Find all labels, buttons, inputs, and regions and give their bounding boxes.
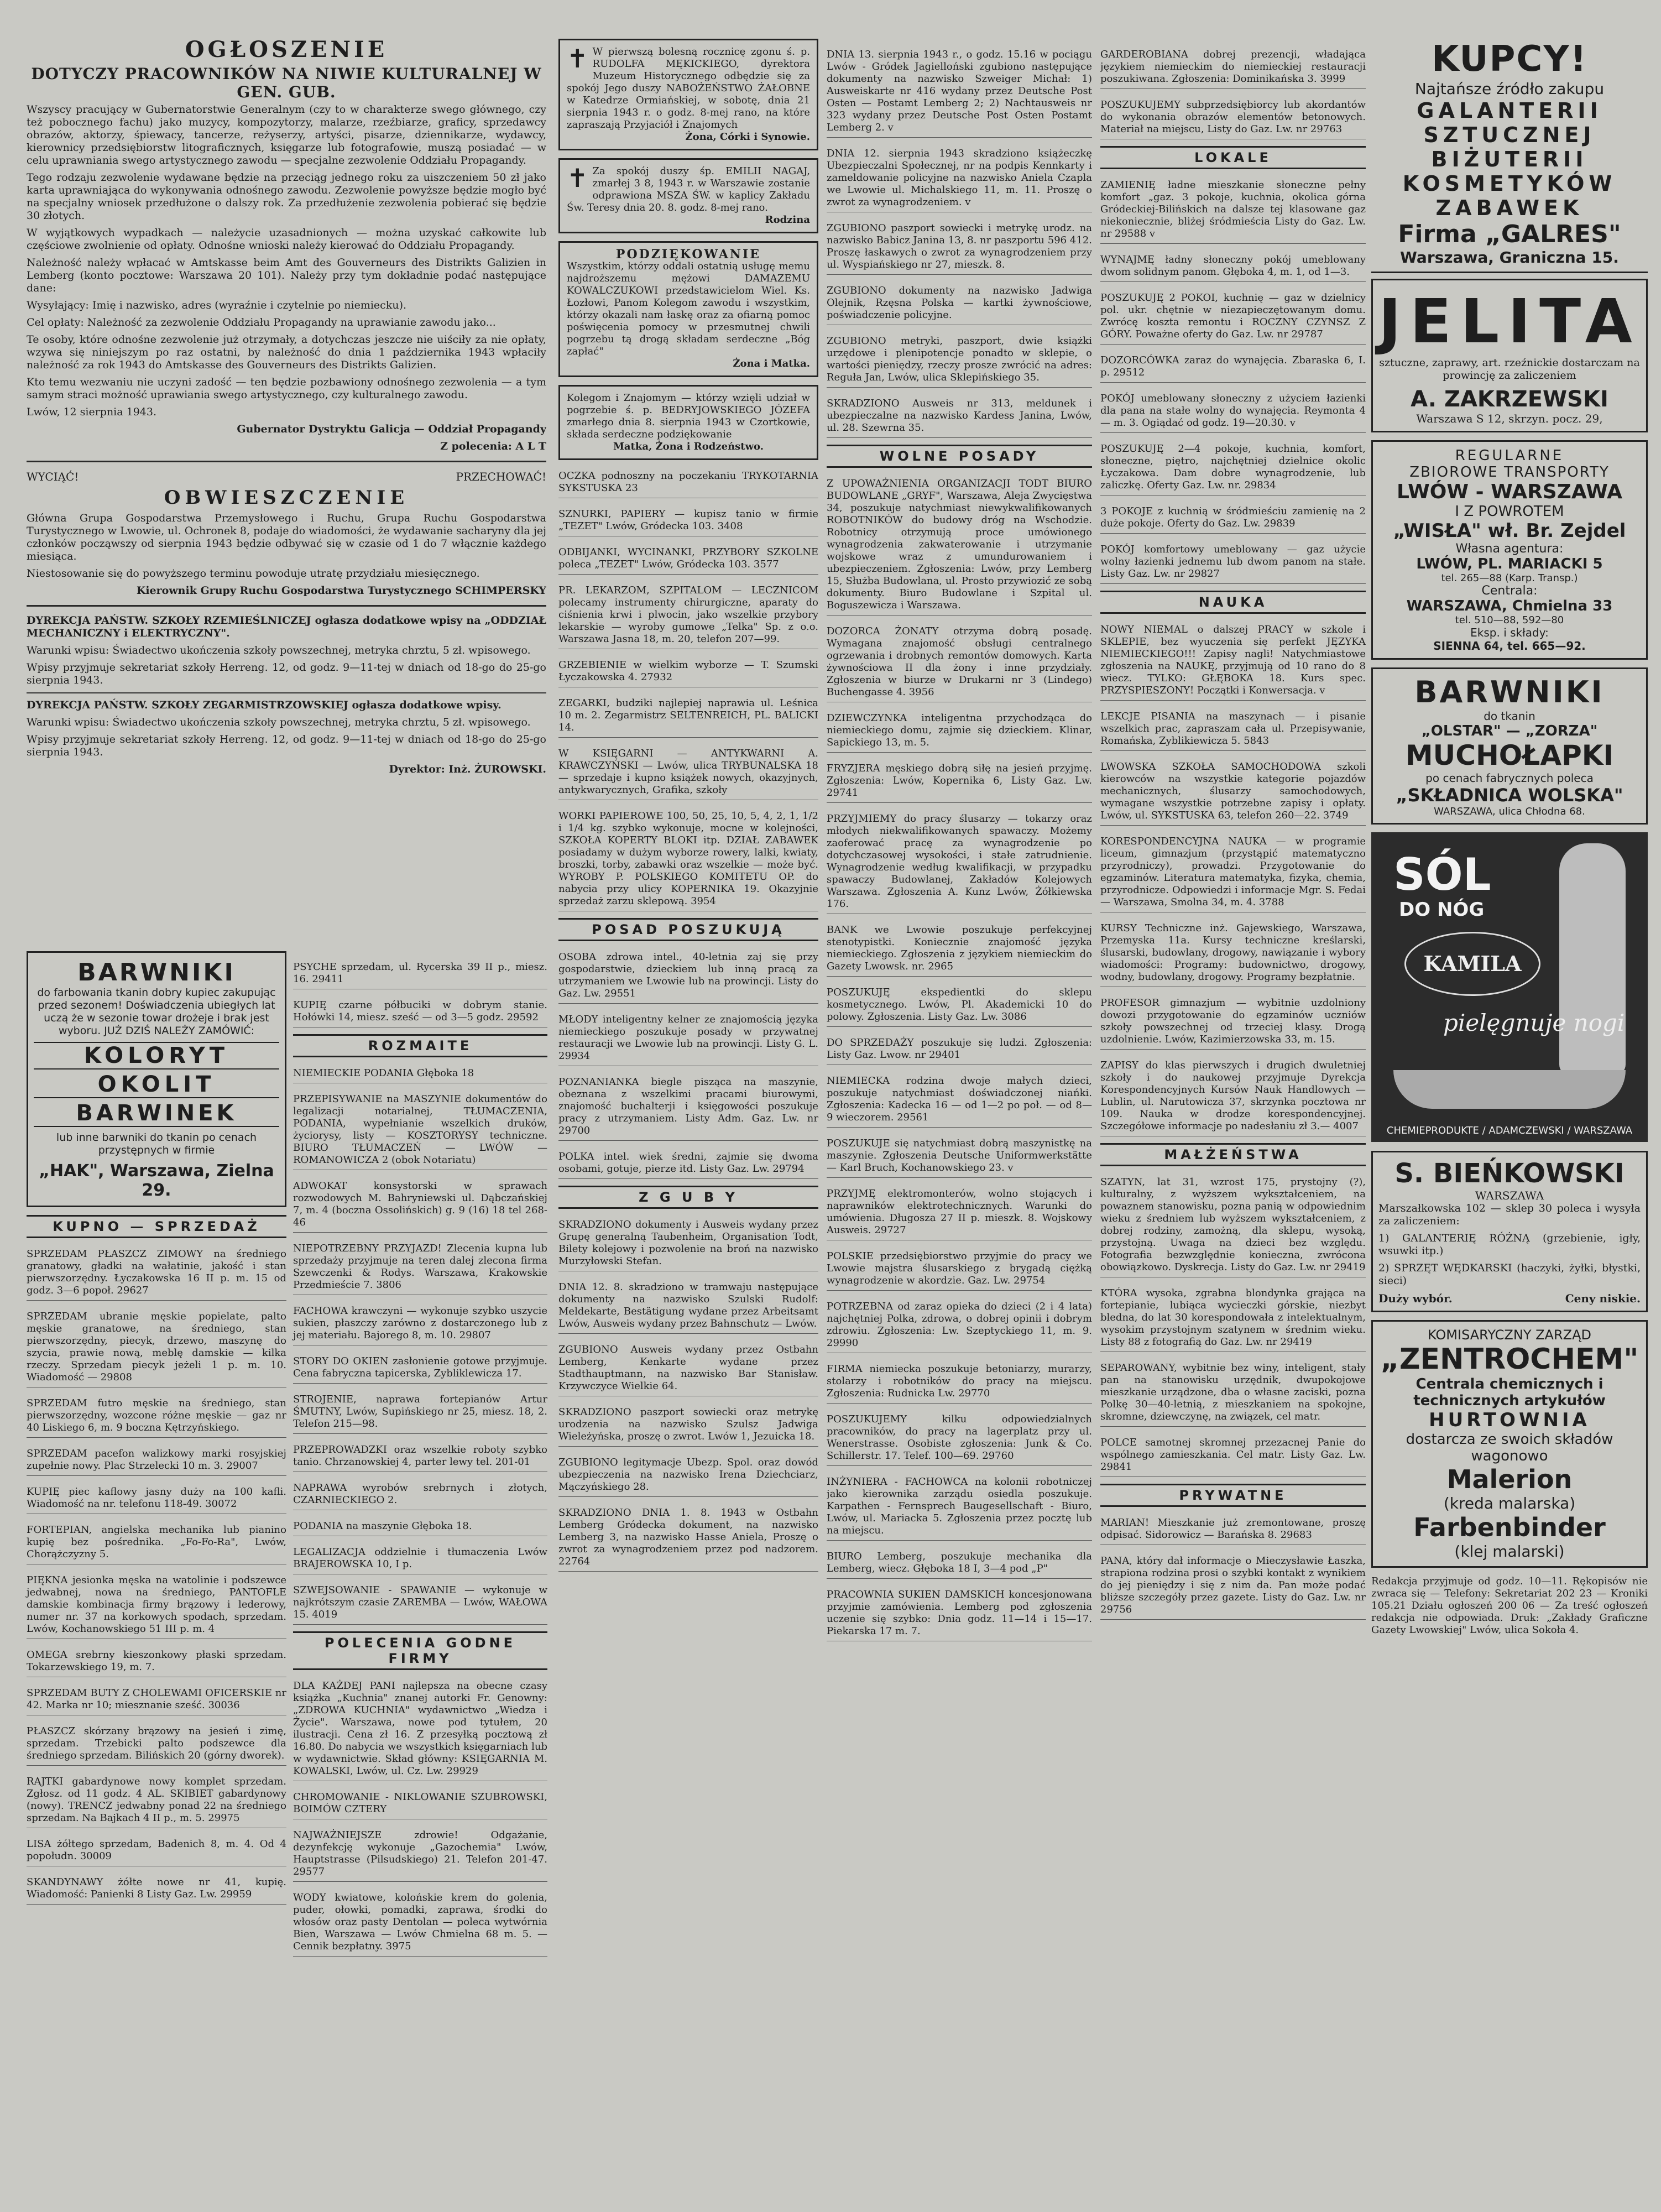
- notice-paragraph: Te osoby, które odnośne zezwolenie już otrzymały, a dotychczas jeszcze nie uiściły za nie opłaty, wzywa się niniejszym po raz ostatni, by należność do dnia 1 października 1943 wpłaciły należność za rok 1943 do Amtskasse des Gouverneurs des Distrikts Galizien.: [27, 333, 546, 371]
- foot-salt-title: SÓL: [1393, 849, 1491, 900]
- classified-ad: WORKI PAPIEROWE 100, 50, 25, 10, 5, 4, 2, 1, 1/2 i 1/4 kg. szybko wykonuje, mocne w kolejności, SZKOŁA KOPERTY BLOKI itp. DZIAŁ ZABAWEK posiadamy w dużym wyborze rowery, lalki, kwiaty, broszki, torby, zabawki oraz wszelkie — może być. WYROBY P. POLSKIEGO KOMITETU OP. do nabycia przy ulicy KOPERNIKA 19. Okazyjnie sprzedaż zarzu sklepową. 3954: [558, 810, 818, 911]
- section-kupno-sprzedaz: KUPNO — SPRZEDAŻ: [27, 1215, 286, 1238]
- zentrochem-product: Malerion: [1446, 1464, 1573, 1494]
- brand-koloryt: KOLORYT: [34, 1042, 279, 1070]
- classified-ad: KUPIĘ czarne półbuciki w dobrym stanie. Hołówki 14, miesz. sześć — od 3—5 godz. 29592: [293, 999, 547, 1027]
- classified-ad: OCZKA podnoszny na poczekaniu TRYKOTARNIA SYKSTUSKA 23: [558, 470, 818, 498]
- classified-ad: DNIA 12. sierpnia 1943 skradziono książeczkę Ubezpieczalni Społecznej, nr na podpis Kennkarty i zameldowanie policyjne na nazwisko Aniela Czapla we Lwowie ul. Michalskiego 11, m. 11. Proszę o zwrot za wynagrodzeniem. v: [827, 148, 1092, 212]
- classified-ad: LWOWSKA SZKOŁA SAMOCHODOWA szkoli kierowców na wszystkie kategorie pojazdów mechanicznych, ślusarzy samochodowych, wymagane wszystkie potrzebne zapisy i opłaty. Lwów, ul. SYKSTUSKA 63, telefon 260—22. 3749: [1100, 761, 1366, 826]
- transport-line: Własna agentura:: [1455, 542, 1564, 556]
- classified-ad: DO SPRZEDAŻY poszukuje się ludzi. Zgłoszenia: Listy Gaz. Lwow. nr 29401: [827, 1037, 1092, 1065]
- classified-ad: STORY DO OKIEN zasłonienie gotowe przyjmuje. Cena fabryczna tapicerska, Zybliklewicza 17.: [293, 1355, 547, 1384]
- classified-ad: POLSKIE przedsiębiorstwo przyjmie do pracy we Lwowie majstra ślusarskiego z brygadą ciężką wynagrodzenie w akordzie. Gaz. Lw. 29754: [827, 1250, 1092, 1291]
- notice-signature: Gubernator Dystryktu Galicja — Oddział Propagandy: [237, 423, 546, 435]
- transport-line: I Z POWROTEM: [1455, 503, 1564, 520]
- classified-ad: SPRZEDAM futro męskie na średniego, stan pierwszorzędny, wozcone różne męskie — gaz nr 40 Liskiego 6, m. 9 boczna Kętrzyńskiego.: [27, 1397, 286, 1438]
- barwniki-ad-body: do farbowania tkanin dobry kupiec zakupując przed sezonem! Doświadczenia ubiegłych lat uczą że w sezonie towar drożeje i brak jest wyboru. JUŻ DZIŚ NALEŻY ZAMÓWIĆ:: [37, 987, 276, 1037]
- column-housing-education: [1100, 39, 1366, 1623]
- section-wolne-posady: WOLNE POSADY: [827, 445, 1092, 468]
- classified-ad: POKÓJ umeblowany słoneczny z użyciem łazienki dla pana na stałe wolny do wynajęcia. Reymonta 4 — m. 3. Ogiądać od godz. 19—20.30. v: [1100, 393, 1366, 433]
- jelita-name: A. ZAKRZEWSKI: [1411, 387, 1608, 412]
- zentrochem-line: KOMISARYCZNY ZARZĄD: [1427, 1327, 1591, 1343]
- transport-company: „WISŁA" wł. Br. Zejdel: [1393, 520, 1626, 542]
- column-classifieds-left: [27, 951, 286, 1908]
- barwniki-ad-title: BARWNIKI: [77, 958, 236, 987]
- classified-ad: PRZYJMĘ elektromonterów, wolno stojących i naprawników elektrotechnicznych. Warunki do umówienia. Długosza 27 II p. mieszk. 8. Wojskowy Ausweis. 29727: [827, 1188, 1092, 1240]
- barwniki-ad-foot: lub inne barwniki do tkanin po cenach przystępnych w firmie: [56, 1131, 257, 1156]
- classified-ad: LISA żółtego sprzedam, Badenich 8, m. 4. Od 4 popołudn. 30009: [27, 1838, 286, 1866]
- classified-ad: FACHOWA krawczyni — wykonuje szybko uszycie sukien, płaszczy zarówno z dostarczonego lub z jej materiału. Bajorego 8, m. 10. 29807: [293, 1305, 547, 1345]
- barwniki-address: WARSZAWA, ulica Chłodna 68.: [1434, 806, 1585, 817]
- classified-ad: OMEGA srebrny kieszonkowy płaski sprzedam. Tokarzewskiego 19, m. 7.: [27, 1649, 286, 1677]
- jelita-text: sztuczne, zaprawy, art. rzeźnickie dostarczam na prowincję za zaliczeniem: [1379, 357, 1640, 382]
- zentrochem-line: (kreda malarska): [1443, 1494, 1576, 1512]
- classified-ad: ADWOKAT konsystorski w sprawach rozwodowych M. Bahryniewski ul. Dąbczańskiej 7, m. 4 (boczna Ossolińskich) g. 9 (16) 18 tel 268-46: [293, 1180, 547, 1233]
- notice-title: OGŁOSZENIE: [185, 36, 388, 62]
- classified-ad: NIEMIECKIE PODANIA Głęboka 18: [293, 1067, 547, 1083]
- column-display-ads: [1371, 39, 1648, 1641]
- divider: [27, 692, 546, 693]
- cut-keep-labels: [27, 470, 546, 483]
- classified-ad: SPRZEDAM PŁASZCZ ZIMOWY na średniego granatowy, gładki na wałatinie, jakość i stan pierwszorzędny. Łyczakowska 16 II p. m. 15 od godz. 3—6 popoł. 29627: [27, 1248, 286, 1301]
- transport-line: Eksp. i składy:: [1470, 626, 1549, 639]
- column-announcements: [27, 33, 546, 780]
- classified-ad: SZATYN, lat 31, wzrost 175, prystojny (?), kulturalny, z wyższem wykształceniem, na powaznem stanowisku, pozna panią w odpowiednim wieku z średniem lub wyższem wykształceniem, z dobrej rodziny, zamożną, dla sklepu, wysoką, przystojną. Uwaga na dzieci bez względu. Fotografia bezwzględnie konieczna, zwrócona obowiązkowo. Dyskrecja. Listy do Gaz. Lw. nr 29419: [1100, 1176, 1366, 1277]
- classified-ad: PR. LEKARZOM, SZPITALOM — LECZNICOM polecamy instrumenty chirurgiczne, aparaty do ciśnienia krwi i plwocin, jako wszelkie przybory lekarskie — wyroby gumowe „Telka" Sp. z o.o. Warszawa Jasna 18, m. 20, telefon 207—99.: [558, 585, 818, 649]
- bienkowski-foot-left: Duży wybór.: [1378, 1292, 1453, 1305]
- classified-ad: KORESPONDENCYJNA NAUKA — w programie liceum, gimnazjum (przystąpić matematyczno przyrodniczy), prowadzi. Przygotowanie do egzaminów. Literatura matematyka, fizyka, chemia, przyrodnicze. Odpowiedzi i informacje Mgr. S. Fedai — Warszawa, Smolna 34, m. 4. 3788: [1100, 836, 1366, 912]
- bienkowski-ad: [1371, 1151, 1648, 1312]
- barwniki-ad-firm: „HAK", Warszawa, Zielna 29.: [39, 1161, 274, 1200]
- notice-paragraph: Wysyłający: Imię i nazwisko, adres (wyraźnie i czytelnie po niemiecku).: [27, 299, 407, 311]
- classified-ad: DZIEWCZYNKA inteligentna przychodząca do niemieckiego domu, zajmie się dzieckiem. Klinar, Sapickiego 13, m. 5.: [827, 712, 1092, 753]
- classified-ad: WODY kwiatowe, kolońskie krem do golenia, puder, ołowki, pomadki, zaprawa, środki do włosów oraz pasty Dentolan — poleca wytwórnia Bien, Warszawa — Lwów Chmielna 68 m. 5. — Cennik bezpłatny. 3975: [293, 1892, 547, 1957]
- kupcy-item: KOSMETYKÓW: [1402, 171, 1617, 196]
- notice-paragraph: Kto temu wezwaniu nie uczyni zadość — ten będzie pozbawiony odnośnego zezwolenia — a tym samym straci możność uprawiania swego artystycznego, czy kulturalnego zawodu.: [27, 376, 546, 401]
- mucholapki-title: MUCHOŁAPKI: [1405, 739, 1614, 771]
- foot-illustration: [1559, 843, 1626, 1076]
- zentrochem-line: (klej malarski): [1454, 1542, 1565, 1561]
- classified-ad: ZAPISY do klas pierwszych i drugich dwuletniej szkoły i do naukowej przyjmuje Dyrekcja Korespondencyjnych Kursów Nauk Handlowych — Lublin, ul. Narutowicza 37, skrzynka pocztowa nr 109. Nauka w drodze korespondencyjnej. Szczegółowe informacje po nadesłaniu zł 3.— 4007: [1100, 1060, 1366, 1136]
- classified-ad: RAJTKI gabardynowe nowy komplet sprzedam. Zgłosz. od 11 godz. 4 AL. SKIBIET gabardynowy (nowy). TRENCZ jedwabny ponad 22 na średniego sprzedam. Na Bajkach 4 II p., m. 5. 29975: [27, 1776, 286, 1828]
- classified-ad: PRZEPROWADZKI oraz wszelkie roboty szybko tanio. Chrzanowskiej 4, parter lewy tel. 201-01: [293, 1444, 547, 1472]
- classified-ad: ZGUBIONO Ausweis wydany przez Ostbahn Lemberg, Kenkarte wydane przez Stadthauptmann, na nazwisko Bar Stanisław. Krzywczyce Wielkie 64.: [558, 1344, 818, 1396]
- notice-paragraph: Należność należy wpłacać w Amtskasse beim Amt des Gouverneurs des Distrikts Galizien in Lemberg (konto pocztowe: Warszawa 20 101). Należy przy tym dokładnie podać następujące dane:: [27, 257, 546, 294]
- cross-icon: ✝: [567, 163, 588, 193]
- bienkowski-address: Marszałkowska 102 — sklep 30 poleca i wysyła za zaliczeniem:: [1378, 1202, 1641, 1227]
- classified-ad: GRZEBIENIE w wielkim wyborze — T. Szumski Łyczakowska 4. 27932: [558, 659, 818, 687]
- classified-ad: FORTEPIAN, angielska mechanika lub pianino kupię bez pośrednika. „Fo-Fo-Ra", Lwów, Chorążczyzny 5.: [27, 1524, 286, 1564]
- classified-ad: ODBIJANKI, WYCINANKI, PRZYBORY SZKOLNE poleca „TEZET" Lwów, Gródecka 103. 3577: [558, 546, 818, 575]
- dyrekcja-1-text: Wpisy przyjmuje sekretariat szkoły Herreng. 12, od godz. 9—11-tej w dniach od 18-go do 25-go sierpnia 1943.: [27, 661, 546, 686]
- bienkowski-city: WARSZAWA: [1475, 1189, 1544, 1202]
- kupcy-item: ZABAWEK: [1435, 196, 1584, 220]
- classified-ad: INŻYNIERA - FACHOWCA na kolonii robotniczej jako kierownika zarządu osiedla poszukuje. Karpathen - Fernsprech Baugesellschaft - Biuro, Lwów, ul. Mariacka 5. Zgłoszenia przez pocztę lub na miejscu.: [827, 1476, 1092, 1541]
- section-rozmaite: ROZMAITE: [293, 1034, 547, 1057]
- classified-ad: ZGUBIONO legitymacje Ubezp. Spol. oraz dowód ubezpieczenia na nazwisko Irena Dziechciarz, Mączyńskiego 28.: [558, 1457, 818, 1497]
- classified-ad: POSZUKUJĘ ekspedientki do sklepu kosmetycznego. Lwów, Pl. Akademicki 10 do polowy. Zgłoszenia. Listy Gaz. Lw. 3086: [827, 987, 1092, 1027]
- classified-ad: NIEPOTRZEBNY PRZYJAZD! Zlecenia kupna lub sprzedaży przyjmuje na teren dalej zlecona firma Szewczenki & Rodys. Warszawa, Krakowskie Przedmieście 7. 3806: [293, 1243, 547, 1295]
- zentrochem-line: dostarcza ze swoich składów wagonowo: [1406, 1431, 1613, 1464]
- kupcy-firm: Firma „GALRES": [1398, 220, 1621, 248]
- classified-ad: SPRZEDAM BUTY Z CHOLEWAMI OFICERSKIE nr 42. Marka nr 10; miesznanie sześć. 30036: [27, 1687, 286, 1715]
- zentrochem-hurtownia: HURTOWNIA: [1429, 1409, 1590, 1431]
- section-polecenia: POLECENIA GODNE FIRMY: [293, 1631, 547, 1670]
- obituary-text: W pierwszą bolesną rocznicę zgonu ś. p. RUDOLFA MĘKICKIEGO, dyrektora Muzeum Historycznego odbędzie się za spokój Jego duszy NABOŻEŃSTWO ŻAŁOBNE w Katedrze Ormiańskiej, w sobotę, dnia 21 sierpnia 1943 r. o godz. 8-mej rano, na które zapraszają Przyjaciół i Znajomych: [567, 46, 810, 131]
- column-obituaries: [558, 39, 818, 1575]
- classified-ad: POSZUKUJE się natychmiast dobrą maszynistkę na maszynie. Zgłoszenia Deutsche Uniformwerkstätte — Karl Bruch, Kochanowskiego 23. v: [827, 1138, 1092, 1178]
- classified-ad: MARIAN! Mieszkanie już zremontowane, proszę odpisać. Sidorowicz — Barańska 8. 29683: [1100, 1517, 1366, 1545]
- kupcy-title: KUPCY!: [1432, 39, 1587, 80]
- dyrekcja-1-title: DYREKCJA PAŃSTW. SZKOŁY RZEMIEŚLNICZEJ ogłasza dodatkowe wpisy na „ODDZIAŁ MECHANICZNY i ELEKTRYCZNY".: [27, 614, 546, 639]
- classified-ad: POKÓJ komfortowy umeblowany — gaz użycie wolny łazienki jednemu lub dwom panom na stałe. Listy Gaz. Lw. nr 29827: [1100, 544, 1366, 584]
- barwniki-line: po cenach fabrycznych poleca: [1425, 771, 1594, 785]
- dyrekcja-2-signature: Dyrektor: Inż. ŻUROWSKI.: [389, 763, 546, 775]
- basin-illustration: [1393, 1070, 1626, 1109]
- jelita-title: JELITA: [1378, 286, 1641, 357]
- obituary-box: [558, 385, 818, 460]
- transport-line: Centrala:: [1481, 584, 1538, 598]
- kupcy-item: BIŻUTERII: [1431, 147, 1588, 171]
- classified-ad: DOZORCA ŻONATY otrzyma dobrą posadę. Wymagana znajomość obsługi centralnego ogrzewania i drobnych remontów domowych. Karta żywnościowa II dla żony i inne przydziały. Zgłoszenia w biurze w Drukarni nr 3 (Lindego) Buchengasse 4. 3956: [827, 625, 1092, 702]
- dyrekcja-2-text: Wpisy przyjmuje sekretariat szkoły Herreng. 12, od godz. 9—11-tej w dniach od 18-go do 25-go sierpnia 1943.: [27, 733, 546, 758]
- classified-ad: BANK we Lwowie poszukuje perfekcyjnej stenotypistki. Koniecznie znajomość języka niemieckiego. Zgłoszenia z językiem niemieckim do Gazety Lwowsk. nr. 2965: [827, 924, 1092, 977]
- label-przechowac: PRZECHOWAĆ!: [456, 470, 546, 483]
- classified-ad: SKRADZIONO paszport sowiecki oraz metrykę urodzenia na nazwisko Szulsz Jadwiga Wieleżyńska, proszę o zwrot. Lwów 1, Jezuicka 18.: [558, 1406, 818, 1447]
- divider: [27, 461, 546, 462]
- redakcja-footer: Redakcja przyjmuje od godz. 10—11. Rękopisów nie zwraca się — Telefony: Sekretariat 202 23 — Kroniki 105.21 Działu ogłoszeń 200 06 — Za treść ogłoszeń redakcja nie odpowiada. Druk: „Zakłady Graficzne Gazety Lwowskiej" Lwów, ulica Sokoła 4.: [1371, 1575, 1648, 1636]
- jelita-address: Warszawa S 12, skrzyn. pocz. 29,: [1416, 412, 1603, 425]
- brand-barwinek: BARWINEK: [34, 1100, 279, 1127]
- transport-address: WARSZAWA, Chmielna 33: [1406, 598, 1613, 614]
- thanks-text: Wszystkim, którzy oddali ostatnią usługę memu najdroższemu mężowi DAMAZEMU KOWALCZUKOWI przedstawicielom Wiel. Ks. Łozłowi, Panom Kolegom zawodu i wszystkim, którzy okazali nam łaskę oraz za ofiarną pomoc poświęcenia pomocy w przesmutnej chwili pogrzebu tą drogą składam serdeczne „Bóg zapłać": [567, 260, 810, 357]
- section-posad-poszukuja: POSAD POSZUKUJĄ: [558, 918, 818, 941]
- classified-ad: W KSIĘGARNI — ANTYKWARNI A. KRAWCZYŃSKI — Lwów, ulica TRYBUNALSKA 18 — sprzedaje i kupno książek nowych, okazyjnych, antykwarycznych, Grafika, szkoły: [558, 748, 818, 800]
- jelita-ad: [1371, 279, 1648, 432]
- obwieszczenie-title: OBWIESZCZENIE: [164, 487, 409, 509]
- obwieszczenie-signature: Kierownik Grupy Ruchu Gospodarstwa Turystycznego SCHIMPERSKY: [136, 585, 546, 597]
- classified-ad: PIĘKNA jesionka męska na watolinie i podszewce jedwabnej, nowa na średniego, PANTOFLE damskie kombinacja firmy brązowy i lederowy, numer nr. 37 na korkowych spodach, sprzedam. Lwów, Kochanowskiego 51 III p. m. 4: [27, 1574, 286, 1639]
- classified-ad: PANA, który dał informacje o Mieczysławie Łaszka, strapiona rodzina prosi o szybki kontakt z wynikiem do jej pieniędzy i się z nim da. Pan może podać bliższe szczegóły przez gazete. Listy do Gaz. Lw. nr 29756: [1100, 1555, 1366, 1620]
- classified-ad: Z UPOWAŻNIENIA ORGANIZACJI TODT BIURO BUDOWLANE „GRYF", Warszawa, Aleja Zwycięstwa 34, poszukuje natychmiast niewykwalifikowanych ROBOTNIKÓW do budowy dróg na Wschodzie. Robotnicy otrzymują proce umówionego wynagrodzenia zakwaterowanie i utrzymanie wojskowe wraz z umundurowaniem i ubezpieczeniem. Zgłoszenia: Lwów, przy Lemberg 15, Służba Budowlana, ul. Prosto przywiozić ze sobą dokumenty. Biuro Budowlane i Szpital ul. Boguszewicza i Warszawa.: [827, 478, 1092, 615]
- kupno-list: [27, 1248, 286, 1905]
- zentrochem-ad: [1371, 1320, 1648, 1568]
- kupcy-ad: [1371, 39, 1648, 273]
- obwieszczenie-paragraph: Główna Grupa Gospodarstwa Przemysłowego i Ruchu, Grupa Ruchu Gospodarstwa Turystycznego w Lwowie, ul. Ochronek 8, podaje do wiadomości, że wydawanie sacharyny dla jej członków począwszy od sierpnia 1943 będzie odbywać się w czasie od 1 do 7 włącznie każdego miesiąca.: [27, 512, 546, 562]
- classified-ad: NAPRAWA wyrobów srebrnych i złotych, CZARNIECKIEGO 2.: [293, 1482, 547, 1510]
- transport-address: LWÓW, PL. MARIACKI 5: [1416, 556, 1603, 572]
- classified-ad: POLCE samotnej skromnej przezacnej Panie do wspólnego zamieszkania. Cel matr. Listy Gaz. Lw. 29841: [1100, 1437, 1366, 1477]
- classified-ad: OSOBA zdrowa intel., 40-letnia zaj się przy gospodarstwie, dzieckiem lub inną pracą za utrzymaniem we Lwowie lub na prowincji. Listy do Gaz. Lw. 29551: [558, 951, 818, 1004]
- classified-ad: DLA KAŻDEJ PANI najlepsza na obecne czasy książka „Kuchnia" znanej autorki Fr. Genowny: „ZDROWA KUCHNIA" wydawnictwo „Wiedza i Życie". Warszawa, nowe pod tytułem, 20 ilustracji. Cena zł 16. Z przesyłką pocztową zł 16.80. Do nabycia we wszystkich księgarniach lub w wydawnictwie. Skład główny: KSIĘGARNIA M. KOWALSKI, Lwów, ul. Cz. Lw. 29929: [293, 1680, 547, 1781]
- barwniki-shop: „SKŁADNICA WOLSKA": [1396, 785, 1623, 806]
- classified-ad: POSZUKUJĘ 2 POKOI, kuchnię — gaz w dzielnicy pol. ukr. chętnie w niezapieczętowanym domu. Zwrócę koszta remontu i ROCZNY CZYNSZ Z GÓRY. Poważne oferty do Gaz. Lw. nr 29787: [1100, 292, 1366, 345]
- classified-ad: CHROMOWANIE - NIKLOWANIE SZUBROWSKI, BOIMÓW CZTERY: [293, 1791, 547, 1819]
- transport-line: tel. 265—88 (Karp. Transp.): [1441, 572, 1578, 584]
- column-classifieds-right: [293, 951, 547, 1960]
- notice-subtitle: DOTYCZY PRACOWNIKÓW NA NIWIE KULTURALNEJ W GEN. GUB.: [31, 65, 542, 101]
- classified-ad: POZNANIANKA biegle pisząca na maszynie, obeznana z wszelkimi pracami biurowymi, znajomość buchalterji i księgowości poszukuje pracy z utrzymaniem. Listy Adm. Gaz. Lw. nr 29700: [558, 1076, 818, 1141]
- classified-ad: DNIA 13. sierpnia 1943 r., o godz. 15.16 w pociągu Lwów - Gródek Jagielloński zgubiono następujące dokumenty na nazwisko Szweiger Michał: 1) Ausweiskarte nr 416 wydany przez Deutsche Post Osten — Postamt Lemberg 2; 2) Nachtausweis nr 323 wydany przez Deutsche Post Osten Postamt Lemberg 2. v: [827, 49, 1092, 138]
- obituary-text: Kolegom i Znajomym — którzy wzięli udział w pogrzebie ś. p. BEDRYJOWSKIEGO JÓZEFA zmarłego dnia 8. sierpnia 1943 w Czortkowie, składa serdeczne podziękowanie: [567, 392, 810, 440]
- classified-ad: PRZYJMIEMY do pracy ślusarzy — tokarzy oraz młodych niekwalifikowanych spawaczy. Możemy zaoferować pracę za wynagrodzenie po dotychczasowej wysokości, i stałe zatrudnienie. Wynagrodzenie według kwalifikacji, w przypadku spawaczy Budowlanej, Zakładów Kolejowych Warszawa. Zgłoszenia A. Kunz Lwów, Żółkiewska 176.: [827, 813, 1092, 914]
- obituary-box: [558, 39, 818, 150]
- classified-ad: FRYZJERA męskiego dobrą siłę na jesień przyjmę. Zgłoszenia: Lwów, Kopernika 6, Listy Gaz. Lw. 29741: [827, 763, 1092, 803]
- notice-date: Lwów, 12 sierpnia 1943.: [27, 406, 157, 418]
- transport-line: REGULARNE: [1455, 447, 1564, 464]
- barwniki-line: do tkanin: [1484, 709, 1535, 723]
- thanks-box: [558, 241, 818, 377]
- dyrekcja-2-title: DYREKCJA PAŃSTW. SZKOŁY ZEGARMISTRZOWSKIEJ ogłasza dodatkowe wpisy.: [27, 699, 502, 711]
- bienkowski-item: 2) SPRZĘT WĘDKARSKI (haczyki, żyłki, błystki, sieci): [1378, 1262, 1641, 1287]
- section-malzenstwa: MAŁŻEŃSTWA: [1100, 1143, 1366, 1166]
- label-wyciac: WYCIĄĆ!: [27, 470, 79, 483]
- classified-ad: FIRMA niemiecka poszukuje betoniarzy, murarzy, stolarzy i robotników do pracy na miejscu. Zgłoszenia: Rudnicka Lw. 29770: [827, 1363, 1092, 1404]
- bienkowski-footer: [1378, 1292, 1641, 1305]
- notice-paragraph: Wszyscy pracujący w Gubernatorstwie Generalnym (czy to w charakterze swego głównego, czy też pobocznego fachu) jako muzycy, kompozytorzy, malarze, rzeźbiarze, graficy, sprzedawcy obrazów, aktorzy, śpiewacy, tancerze, reżyserzy, artyści, pisarze, dziennikarze, wydawcy, kierownicy przedsiębiorstw litograficznych, księgarze lub fotografowie, muszą posiadać — w celu uprawniania swego artystycznego zawodu — specjalne zezwolenie Oddziału Propagandy.: [27, 103, 546, 166]
- bienkowski-name: S. BIEŃKOWSKI: [1394, 1158, 1625, 1189]
- foot-salt-ad: [1371, 832, 1648, 1142]
- transport-route: LWÓW - WARSZAWA: [1396, 481, 1623, 503]
- classified-ad: ZEGARKI, budziki najlepiej naprawia ul. Leśnica 10 m. 2. Zegarmistrz SELTENREICH, PL. BALICKI 14.: [558, 697, 818, 738]
- foot-salt-slogan: pielęgnuje nogi: [1443, 1009, 1625, 1036]
- section-lokale: LOKALE: [1100, 146, 1366, 169]
- bienkowski-foot-right: Ceny niskie.: [1565, 1292, 1641, 1305]
- classified-ad: POTRZEBNA od zaraz opieka do dzieci (2 i 4 lata) najchętniej Polka, zdrowa, o dobrej opinii i dobrym zdrowiu. Zgłoszenia: Lw. Szeptyckiego 11, m. 9. 29990: [827, 1301, 1092, 1353]
- classified-ad: POSZUKUJEMY kilku odpowiedzialnych pracowników, do pracy na lagerplatz przy ul. Wenerstrasse. Osobiste zgłoszenia: Junk & Co. Schillerstr. 17. Telef. 100—69. 29760: [827, 1413, 1092, 1466]
- classified-ad: DNIA 12. 8. skradziono w tramwaju następujące dokumenty na nazwisko Szulski Rudolf: Meldekarte, Bestätigung wydane przez Arbeitsamt Lwów, Ausweis wydany przez Bahnschutz — Lwów.: [558, 1281, 818, 1334]
- obituary-signature: Żona, Córki i Synowie.: [685, 131, 810, 143]
- bienkowski-item: 1) GALANTERIĘ RÓŻNĄ (grzebienie, igły, wsuwki itp.): [1378, 1232, 1641, 1257]
- dyrekcja-2-text: Warunki wpisu: Świadectwo ukończenia szkoły powszechnej, metryka chrztu, 5 zł. wpisowego.: [27, 716, 531, 728]
- classified-ad: SKRADZIONO Ausweis nr 313, meldunek i ubezpieczalne na nazwisko Kardess Janina, Lwów, ul. 28. Szewrna 35.: [827, 398, 1092, 438]
- section-prywatne: PRYWATNE: [1100, 1484, 1366, 1507]
- classified-ad: SKRADZIONO DNIA 1. 8. 1943 w Ostbahn Lemberg Gródecka dokument, na nazwisko Lemberg 3, na nazwisko Hasse Aniela, Proszę o zwrot za wynagrodzeniem przez pod nadzorem. 22764: [558, 1507, 818, 1572]
- section-zguby: Z G U B Y: [558, 1186, 818, 1209]
- obituary-signature: Rodzina: [765, 214, 810, 226]
- kupcy-item: SZTUCZNEJ: [1423, 123, 1596, 147]
- divider: [27, 605, 546, 607]
- classified-ad: SZNURKI, PAPIERY — kupisz tanio w firmie „TEZET" Lwów, Gródecka 103. 3408: [558, 508, 818, 536]
- classified-ad: ZAMIENIĘ ładne mieszkanie słoneczne pełny komfort „gaz. 3 pokoje, kuchnia, okolica górna Gródeckiej-Bilińskich na dalsze tej klasowane gaz niekoniecznie, bliżej śródmieścia Listy do Gaz. Lw. nr 29588 v: [1100, 179, 1366, 244]
- classified-ad: PSYCHE sprzedam, ul. Rycerska 39 II p., miesz. 16. 29411: [293, 961, 547, 989]
- barwniki-title: BARWNIKI: [1414, 675, 1605, 709]
- classified-ad: POSZUKUJEMY subprzedsiębiorcy lub akordantów do wykonania obrazów elementów betonowych. Materiał na miejscu, Listy do Gaz. Lw. nr 29763: [1100, 99, 1366, 139]
- zentrochem-line: Centrala chemicznych i technicznych artykułów: [1413, 1376, 1606, 1409]
- classified-ad: 3 POKOJE z kuchnią w śródmieściu zamienię na 2 duże pokoje. Oferty do Gaz. Lw. 29839: [1100, 505, 1366, 534]
- classified-ad: POLKA intel. wiek średni, zajmie się dwoma osobami, gotuje, pierze itd. Listy Gaz. Lw. 29794: [558, 1151, 818, 1179]
- section-nauka: NAUKA: [1100, 591, 1366, 614]
- classified-ad: ZGUBIONO dokumenty na nazwisko Jadwiga Olejnik, Rzęsna Polska — kartki żywnościowe, poświadczenie policyjne.: [827, 285, 1092, 325]
- transport-ad: [1371, 440, 1648, 660]
- cross-icon: ✝: [567, 44, 588, 74]
- kupcy-item: GALANTERII: [1417, 98, 1602, 123]
- classified-ad: NOWY NIEMAL o dalszej PRACY w szkole i SKLEPIE, bez wyuczenia się perfekt JĘZYKA NIEMIECKIEGO!!! Zapisy nagli! Natychmiastowe zgłoszenia na NAUKĘ, przyjmują od 10 rano do 8 wiecz. TYLKO: GŁĘBOKA 18. Kurs spec. PRZYSPIESZONY! Początki i Konwersacja. v: [1100, 624, 1366, 701]
- zentrochem-name: „ZENTROCHEM": [1380, 1343, 1639, 1376]
- classified-ad: KUPIĘ piec kaflowy jasny duży na 100 kafli. Wiadomość na nr. telefonu 118-49. 30072: [27, 1486, 286, 1514]
- kupcy-address: Warszawa, Graniczna 15.: [1400, 248, 1619, 267]
- obituary-text: Za spokój duszy śp. EMILII NAGAJ, zmarłej 3 8, 1943 r. w Warszawie zostanie odprawiona MSZA ŚW. w kaplicy Zakładu Św. Teresy dnia 20. 8. godz. 8-mej rano.: [567, 165, 810, 213]
- classified-ad: SKANDYNAWY żółte nowe nr 41, kupię. Wiadomość: Panienki 8 Listy Gaz. Lw. 29959: [27, 1876, 286, 1905]
- classified-ad: GARDEROBIANA dobrej prezencji, władająca językiem niemieckim do niemieckiej restauracji poszukiwana. Zgłoszenia: Dominikańska 3. 3999: [1100, 49, 1366, 89]
- classified-ad: SPRZEDAM ubranie męskie popielate, palto męskie granatowe, na średniego, stan pierwszorzędny, piecyk, drzewo, maszynę do szycia, prawie nową, meblę damskie — kilka rzeczy. Sprzedam piecyk jeżeli 1 p. m. 10. Wiadomość — 29808: [27, 1311, 286, 1387]
- classified-ad: PRACOWNIA SUKIEN DAMSKICH koncesjonowana przyjmie zamówienia. Lemberg pod zgłoszenia uczenie się szybko: Dnia godz. 11—14 i 15—17. Piekarska 17 m. 7.: [827, 1589, 1092, 1641]
- barwniki-muchołapki-ad: [1371, 667, 1648, 825]
- thanks-signature: Żona i Matka.: [733, 358, 810, 369]
- notice-paragraph: W wyjątkowych wypadkach — należycie uzasadnionych — można uzyskać całkowite lub częściowe zwolnienie od opłaty. Odnośne wnioski należy kierować do Oddziału Propagandy.: [27, 227, 546, 252]
- classified-ad: STROJENIE, naprawa fortepianów Artur ŚMUTNY, Lwów, Supińskiego nr 25, miesz. 18, 2. Telefon 215—98.: [293, 1394, 547, 1434]
- classified-ad: PROFESOR gimnazjum — wybitnie uzdolniony dowozi przygotowanie do egzaminów uczniów szkoły powszechnej od trzeciej klasy. Drogą uzdolnienie. Lwów, Kazimierzowska 33, m. 15.: [1100, 997, 1366, 1050]
- classified-ad: SEPAROWANY, wybitnie bez winy, inteligent, stały pan na stanowisku urzędnik, dwupokojowe mieszkanie urządzone, dba o własne zaciski, pozna Polkę 30—40-letnią, z mieszkaniem na spokojne, skromne, dziewczynę, na związek, cel matr.: [1100, 1362, 1366, 1427]
- foot-salt-maker: CHEMIEPRODUKTE / ADAMCZEWSKI / WARSZAWA: [1386, 1125, 1633, 1136]
- transport-line: tel. 510—88, 592—80: [1455, 614, 1564, 626]
- notice-paragraph: Cel opłaty: Należność za zezwolenie Oddziału Propagandy na uprawianie zawodu jako...: [27, 316, 496, 328]
- foot-salt-brand: KAMILA: [1404, 932, 1540, 996]
- classified-ad: SZWEJSOWANIE - SPAWANIE — wykonuje w najkrótszym czasie ZAREMBA — Lwów, WAŁOWA 15. 4019: [293, 1584, 547, 1625]
- transport-line: ZBIOROWE TRANSPORTY: [1409, 464, 1610, 481]
- classified-ad: KURSY Techniczne inż. Gajewskiego, Warszawa, Przemyska 11a. Kursy techniczne kreślarski, ślusarski, budowlany, drogowy, nawiązanie i wybory wiadomości: Programy: budownictwo, drogowy, wodny, budowlany, drogowy. Programy bezpłatnie.: [1100, 922, 1366, 987]
- transport-line: SIENNA 64, tel. 665—92.: [1433, 639, 1586, 653]
- classified-ad: ZGUBIONO metryki, paszport, dwie książki urzędowe i plenipotencje ponadto w sklepie, o wartości pieniędzy, rzeczy prosze zwrócić na adres: Reguła Jan, Lwów, ulica Sklepińskiego 35.: [827, 335, 1092, 388]
- obituary-box: [558, 158, 818, 233]
- brand-okolit: OKOLIT: [34, 1072, 279, 1098]
- classified-ad: ZGUBIONO paszport sowiecki i metrykę urodz. na nazwisko Babicz Janina 13, 8. nr paszportu 596 412. Proszę łaskawych o zwrot za wynagrodzeniem przy ul. Wyspiańskiego nr 27, mieszk. 8.: [827, 222, 1092, 275]
- thanks-title: PODZIĘKOWANIE: [615, 247, 761, 262]
- classified-ad: PODANIA na maszynie Głęboka 18.: [293, 1520, 547, 1536]
- classified-ad: NAJWAŻNIEJSZE zdrowie! Odgażanie, dezynfekcję wykonuje „Gazochemia" Lwów, Hauptstrasse (Pilsudskiego) 21. Telefon 201-47. 29577: [293, 1829, 547, 1882]
- classified-ad: WYNAJMĘ ładny słoneczny pokój umeblowany dwom solidnym panom. Głęboka 4, m. 1, od 1—3.: [1100, 254, 1366, 282]
- classified-ad: BIURO Lemberg, poszukuje mechanika dla Lemberg, wiecz. Głęboka 18 I, 3—4 pod „P": [827, 1551, 1092, 1579]
- obwieszczenie-paragraph: Niestosowanie się do powyższego terminu powoduje utratę przydziału miesięcznego.: [27, 567, 480, 580]
- classified-ad: LEKCJE PISANIA na maszynach — i pisanie wszelkich prac, zapraszam cała ul. Przepisywanie, Romańska, Zyblikiewicza 5. 5843: [1100, 711, 1366, 751]
- classified-ad: DOZORCÓWKA zaraz do wynajęcia. Zbaraska 6, I. p. 29512: [1100, 354, 1366, 383]
- classified-ad: PŁASZCZ skórzany brązowy na jesień i zimę, sprzedam. Trzebicki palto podszewce dla średniego sprzedam. Bilińskich 20 (górny dworek).: [27, 1725, 286, 1766]
- classified-ad: MŁODY inteligentny kelner ze znajomością języka niemieckiego poszukuje posady w przywatnej restauracji we Lwowie lub na prowincji. Listy G. L. 29934: [558, 1014, 818, 1066]
- notice-paragraph: Tego rodzaju zezwolenie wydawane będzie na przeciąg jednego roku za uiszczeniem 50 zł jako karta uprawniająca do wykonywania odnośnego zawodu. Zezwolenie powyższe będzie mogło być na specjalny wniosek przedłużone o dalszy rok. Za przedłużenie zezwolenia pobierać się będzie 30 złotych.: [27, 171, 546, 222]
- barwniki-brands: „OLSTAR" — „ZORZA": [1421, 723, 1598, 739]
- column-jobs: [827, 39, 1092, 1645]
- classified-ad: LEGALIZACJA oddzielnie i tłumaczenia Lwów BRAJEROWSKA 10, I p.: [293, 1546, 547, 1574]
- kupcy-line: Najtańsze źródło zakupu: [1414, 80, 1605, 98]
- dyrekcja-1-text: Warunki wpisu: Świadectwo ukończenia szkoły powszechnej, metryka chrztu, 5 zł. wpisowego.: [27, 644, 531, 656]
- classified-ad: NIEMIECKA rodzina dwoje małych dzieci, poszukuje natychmiast doświadczonej niańki. Zgłoszenia: Kadecka 16 — od 1—2 po poł. — od 8—9 wieczorem. 29561: [827, 1075, 1092, 1128]
- zentrochem-product: Farbenbinder: [1413, 1512, 1606, 1542]
- barwniki-ad: [27, 951, 286, 1207]
- classified-ad: PRZEPISYWANIE na MASZYNIE dokumentów do legalizacji notarialnej, TŁUMACZENIA, PODANIA, wypełnianie wszelkich druków, życiorysy, listy — KOSZTORYSY techniczne. BIURO TŁUMACZEŃ — LWÓW — ROMANOWICZA 2 (obok Notariatu): [293, 1093, 547, 1170]
- classified-ad: SPRZEDAM pacefon walizkowy marki rosyjskiej zupełnie nowy. Plac Strzelecki 10 m. 3. 29007: [27, 1448, 286, 1476]
- foot-salt-subtitle: DO NÓG: [1399, 899, 1485, 921]
- obituary-signature: Matka, Żona i Rodzeństwo.: [613, 441, 764, 452]
- classified-ad: SKRADZIONO dokumenty i Ausweis wydany przez Grupę generalną Taubenheim, Organisation Todt, Bilety kolejowy i pozwolenie na broń na nazwisko Murzyłowski Stefan.: [558, 1219, 818, 1271]
- classified-ad: KTÓRA wysoka, zgrabna blondynka grająca na fortepianie, lubiąca wycieczki górskie, niezbyt bledna, do lat 30 korespondowała z intelektualnym, wysokim przystojnym szatynem w średnim wieku. Listy 88 z fotografią do Gaz. Lw. nr 29419: [1100, 1287, 1366, 1352]
- notice-signature-2: Z polecenia: A L T: [440, 440, 546, 452]
- classified-ad: POSZUKUJĘ 2—4 pokoje, kuchnia, komfort, słoneczne, piętro, najchętniej dzielnice okolic Łyczakowa. Dam dobre wynagrodzenie, lub zaliczkę. Oferty Gaz. Lw. nr. 29834: [1100, 443, 1366, 495]
